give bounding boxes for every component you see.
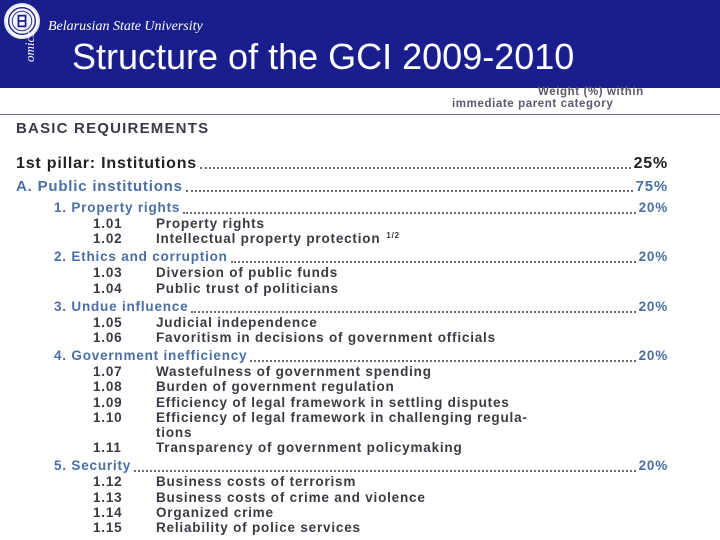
category-row-weight: 20% (638, 298, 668, 314)
indicator-row-text: Organized crime (156, 504, 274, 520)
indicator-row-code: 1.09 (93, 394, 123, 410)
category-row-leader (231, 261, 636, 263)
indicator-row (0, 505, 720, 521)
indicator-row (0, 315, 720, 331)
indicator-row-code: 1.14 (93, 504, 123, 520)
weight-header-line1: Weight (%) within (538, 86, 644, 98)
indicator-row-text: Reliability of police services (156, 520, 361, 535)
weight-column-header (452, 86, 712, 110)
indicator-row-text: Intellectual property protection $^{1/2}$ (156, 231, 400, 247)
indicator-row-code: 1.03 (93, 265, 123, 281)
indicator-row-text: Judicial independence (156, 314, 318, 330)
category-row-weight: 20% (638, 200, 668, 215)
indicator-row-code: 1.04 (93, 280, 123, 296)
category-row-weight: 20% (638, 458, 668, 474)
indicator-continuation (0, 425, 720, 441)
indicator-row (0, 216, 720, 232)
indicator-row-code: 1.05 (93, 314, 123, 330)
indicator-row (0, 440, 720, 456)
category-row (0, 249, 720, 265)
indicator-row (0, 490, 720, 506)
public-institutions-row-leader (186, 190, 633, 192)
indicator-row-code: 1.02 (93, 231, 123, 247)
indicator-row (0, 410, 720, 426)
category-row-label: 1. Property rights (54, 200, 181, 215)
indicator-row-text: Diversion of public funds (156, 265, 339, 281)
indicator-row-code: 1.06 (93, 330, 123, 345)
category-row-weight: 20% (638, 249, 668, 265)
category-row (0, 200, 720, 216)
category-row (0, 348, 720, 364)
indicator-row (0, 520, 720, 536)
university-name: Belarusian State University (48, 19, 203, 34)
indicator-row-code: 1.12 (93, 474, 123, 490)
indicator-row (0, 231, 720, 247)
indicator-row-text: Wastefulness of government spending (156, 364, 432, 380)
indicator-row-text: Public trust of politicians (156, 280, 339, 296)
indicator-row (0, 364, 720, 380)
category-row (0, 299, 720, 315)
public-institutions-row-weight: 75% (635, 178, 668, 195)
indicator-row-text: Property rights (156, 216, 265, 231)
divider (0, 114, 720, 115)
indicator-row-text: Transparency of government policymaking (156, 440, 463, 456)
side-strip (0, 0, 46, 88)
page-title: Structure of the GCI 2009-2010 (72, 36, 575, 77)
indicator-row (0, 379, 720, 395)
category-row-label: 5. Security (54, 458, 132, 474)
pillar-row (0, 155, 720, 171)
category-row-weight: 20% (638, 348, 668, 364)
pillar-row-label: 1st pillar: Institutions (16, 155, 197, 172)
indicator-row-text: Business costs of terrorism (156, 474, 357, 490)
category-row-label: 4. Government inefficiency (54, 348, 248, 364)
category-row-label: 2. Ethics and corruption (54, 249, 228, 265)
indicator-row (0, 330, 720, 346)
indicator-row-code: 1.13 (93, 489, 123, 505)
indicator-row-text: Burden of government regulation (156, 379, 395, 395)
indicator-row (0, 474, 720, 490)
indicator-continuation-text: tions (156, 425, 193, 440)
public-institutions-row-label: A. Public institutions (16, 178, 183, 195)
header-bar (0, 0, 720, 88)
indicator-row-code: 1.10 (93, 409, 123, 425)
indicator-row-code: 1.07 (93, 364, 123, 380)
public-institutions-row (0, 178, 720, 194)
category-row-leader (191, 311, 635, 313)
weight-header-line2: immediate parent category (452, 98, 614, 110)
category-row (0, 458, 720, 474)
category-row-leader (134, 470, 635, 472)
indicator-row (0, 265, 720, 281)
side-text: omics (22, 31, 37, 62)
indicator-row (0, 395, 720, 411)
indicator-row (0, 281, 720, 297)
pillar-row-weight: 25% (633, 155, 668, 172)
indicator-row-text: Efficiency of legal framework in settling disputes (156, 394, 510, 410)
section-heading: BASIC REQUIREMENTS (16, 120, 210, 137)
indicator-row-footnote: 1/2 (386, 231, 400, 241)
category-row-label: 3. Undue influence (54, 298, 189, 314)
category-row-leader (250, 360, 635, 362)
indicator-row-code: 1.01 (93, 216, 123, 231)
indicator-row-text: Efficiency of legal framework in challenging regula- (156, 409, 528, 425)
indicator-row-text: Business costs of crime and violence (156, 489, 426, 505)
category-row-leader (183, 212, 635, 214)
pillar-row-leader (200, 167, 631, 169)
indicator-row-code: 1.11 (93, 440, 122, 456)
indicator-row-code: 1.15 (93, 520, 123, 535)
indicator-row-text: Favoritism in decisions of government officials (156, 330, 496, 345)
indicator-row-code: 1.08 (93, 379, 123, 395)
